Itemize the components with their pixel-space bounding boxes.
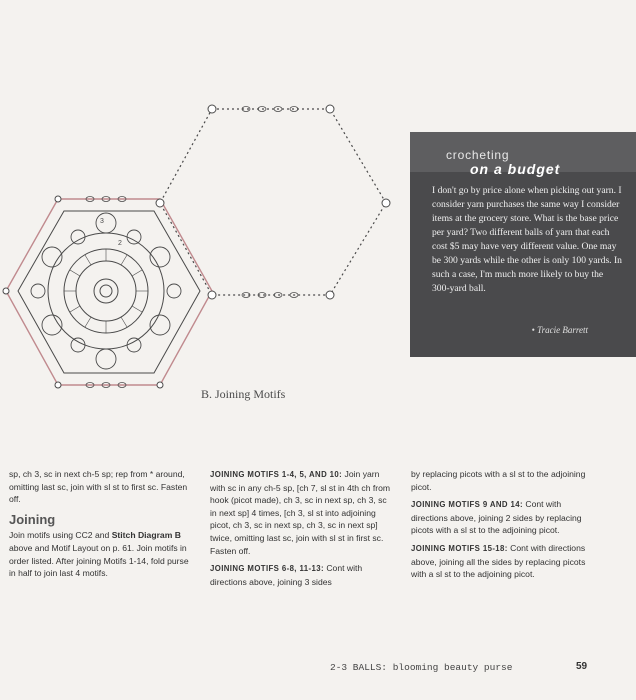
sidebar-body: I don't go by price alone when picking out yarn. I consider yarn purchases the same way I consider items at the grocery store. What is the base price per yard? Two different balls of yarn that each cost $5 may have very different value. One may be 300 yards while the other is only 100 yards. In such a case, I'm much more likely to buy the 300-yard ball.: [432, 185, 622, 294]
col1-paragraph-2: [9, 529, 193, 579]
col2-paragraph-2: [210, 562, 394, 588]
stitch-diagram-joining-motifs: [0, 95, 400, 415]
col2-text-2: Cont with directions above, joining 3 sides: [210, 563, 363, 587]
col1-p2-text-a: Join motifs using CC2 and: [9, 530, 112, 541]
page-number: 59: [576, 661, 588, 672]
col3-text-2: Cont with directions above, joining 2 sides by replacing picots with a sl st to the adjoining picot.: [411, 499, 582, 536]
picot-nodes: [3, 105, 390, 388]
col2-text-1: Join yarn with sc in any ch-5 sp, [ch 7, sl st in 4th ch from hook (picot made), ch 3, sc in next sp, ch 3, sc in next sp] 4 times, [ch 3, sl st into adjoining picot, ch 3, sc in next sp, ch 3, sc in next sp] twice, omitting last sc, join with sl st in first sc. Fasten off.: [210, 469, 391, 556]
col3-paragraph-1: by replacing picots with a sl st to the adjoining picot.: [411, 469, 586, 492]
diagram-label-3: 3: [100, 218, 104, 225]
budget-sidebar: [410, 132, 636, 357]
col1-p2-text-c: above and Motif Layout on p. 61. Join motifs in order listed. After joining Motifs 1-14, fold purse in half to join last 4 motifs.: [9, 542, 189, 579]
chain-loops: [86, 107, 298, 388]
col1-paragraph-1: sp, ch 3, sc in next ch-5 sp; rep from * around, omitting last sc, join with sl st to first sc. Fasten off.: [9, 469, 188, 505]
joining-heading: Joining: [9, 511, 56, 527]
col3-paragraph-2: [411, 498, 595, 537]
sidebar-kicker: crocheting: [446, 148, 510, 162]
diagram-caption: B. Joining Motifs: [201, 387, 286, 401]
text-column-3: [411, 468, 595, 586]
col3-lead-2: JOINING MOTIFS 9 AND 14:: [411, 500, 523, 510]
attribution-name: Tracie Barrett: [537, 325, 588, 335]
sidebar-title: on a budget: [470, 161, 561, 177]
col2-lead-2: JOINING MOTIFS 6-8, 11-13:: [210, 564, 324, 574]
text-column-2: [210, 468, 394, 593]
diagram-label-2: 2: [118, 240, 122, 247]
joining-hexagon-outline: [160, 109, 386, 295]
text-column-1: [9, 468, 193, 585]
col2-lead-1: JOINING MOTIFS 1-4, 5, AND 10:: [210, 470, 343, 479]
sidebar-attribution: [532, 325, 588, 335]
col2-paragraph-1: [210, 468, 394, 557]
col1-p2-bold: Stitch Diagram B: [111, 530, 181, 541]
attribution-bullet: •: [531, 325, 535, 335]
petal-ring: [31, 213, 181, 369]
col3-text-3: Cont with directions above, joining all the sides by replacing picots with a sl st to the adjoining picot.: [411, 542, 586, 580]
col3-paragraph-3: [411, 542, 595, 581]
running-head: 2-3 BALLS: blooming beauty purse: [330, 662, 513, 673]
col3-lead-3: JOINING MOTIFS 15-18:: [411, 543, 508, 553]
